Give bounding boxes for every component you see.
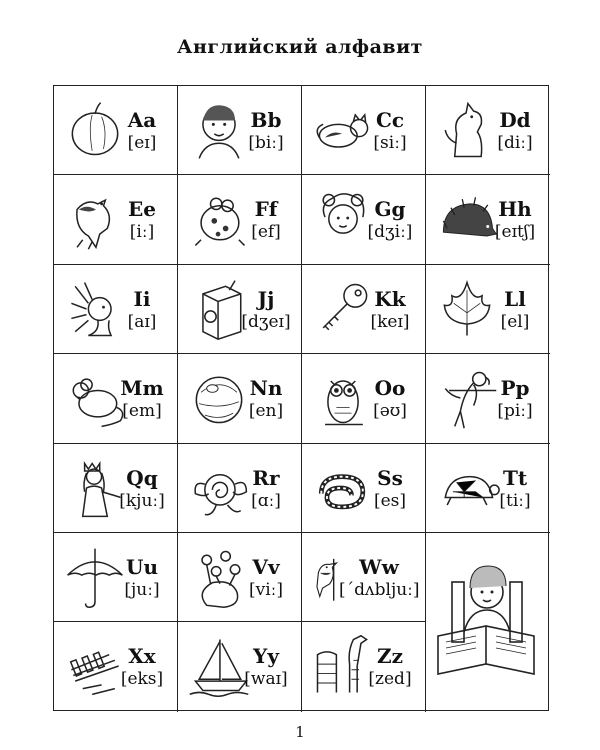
transcription-label: [viː]: [248, 580, 284, 600]
letter-label: Aa: [127, 108, 157, 132]
transcription-label: [ˊdʌbljuː]: [339, 580, 420, 600]
transcription-label: [tiː]: [499, 490, 531, 511]
letter-cell-b: [178, 86, 302, 175]
transcription-label: [kjuː]: [119, 490, 165, 511]
letter-label: Vv: [252, 555, 280, 579]
transcription-label: [biː]: [248, 133, 284, 153]
transcription-label: [el]: [500, 311, 530, 332]
transcription-label: [em]: [122, 401, 162, 422]
transcription-label: [zed]: [368, 669, 412, 690]
transcription-label: [ɑː]: [251, 490, 281, 511]
letter-label: Ii: [133, 286, 151, 311]
letter-label: Mm: [120, 376, 164, 401]
transcription-label: [ef]: [251, 222, 281, 243]
transcription-label: [iː]: [129, 222, 155, 243]
transcription-label: [keɪ]: [370, 311, 410, 332]
letter-cell-n: [178, 354, 302, 443]
alphabet-grid: [53, 85, 549, 711]
letter-label: Ss: [377, 465, 403, 490]
letter-cell-k: [302, 265, 426, 354]
letter-label: Jj: [257, 286, 275, 311]
letter-cell-a: [54, 86, 178, 175]
letter-label: Qq: [126, 465, 158, 490]
letter-cell-i: [54, 265, 178, 354]
transcription-label: [eɪtʃ]: [494, 222, 536, 243]
letter-label: Cc: [375, 108, 405, 132]
letter-label: Bb: [250, 108, 282, 132]
letter-cell-t: [426, 444, 550, 533]
letter-label: Pp: [500, 376, 530, 401]
letter-cell-s: [302, 444, 426, 533]
letter-cell-j: [178, 265, 302, 354]
letter-cell-x: [54, 622, 178, 711]
letter-label: Oo: [374, 376, 406, 401]
letter-label: Rr: [252, 465, 280, 490]
transcription-label: [dʒeɪ]: [241, 311, 291, 332]
letter-cell-c: [302, 86, 426, 175]
letter-cell-u: [54, 533, 178, 622]
transcription-label: [siː]: [373, 133, 407, 153]
letter-cell-r: [178, 444, 302, 533]
transcription-label: [en]: [248, 401, 284, 422]
letter-label: Zz: [377, 644, 403, 669]
letter-label: Ll: [504, 286, 526, 311]
transcription-label: [eɪ]: [127, 133, 157, 153]
transcription-label: [piː]: [497, 401, 533, 422]
transcription-label: [diː]: [497, 133, 533, 153]
letter-cell-d: [426, 86, 550, 175]
transcription-label: [waɪ]: [244, 669, 288, 690]
transcription-label: [aɪ]: [127, 311, 157, 332]
transcription-label: [juː]: [124, 580, 160, 600]
letter-label: Dd: [499, 108, 531, 132]
letter-label: Kk: [374, 286, 406, 311]
page-number: 1: [295, 723, 305, 741]
letter-cell-h: [426, 175, 550, 264]
transcription-label: [es]: [373, 490, 407, 511]
letter-cell-p: [426, 354, 550, 443]
letter-label: Gg: [374, 197, 406, 222]
letter-label: Ee: [128, 197, 156, 222]
letter-cell-w: [302, 533, 426, 622]
letter-cell-g: [302, 175, 426, 264]
letter-cell-y: [178, 622, 302, 711]
page-title: Английский алфавит: [177, 36, 423, 58]
letter-label: Yy: [253, 644, 279, 669]
letter-cell-e: [54, 175, 178, 264]
letter-label: Ww: [359, 555, 399, 579]
transcription-label: [əʊ]: [373, 401, 407, 422]
letter-cell-z: [302, 622, 426, 711]
letter-label: Uu: [126, 555, 158, 579]
letter-cell-q: [54, 444, 178, 533]
girl-reading-book-icon: [426, 533, 549, 712]
letter-label: Hh: [498, 197, 532, 222]
letter-label: Xx: [128, 644, 156, 669]
letter-label: Tt: [502, 465, 528, 490]
letter-cell-l: [426, 265, 550, 354]
transcription-label: [dʒiː]: [367, 222, 413, 243]
transcription-label: [eks]: [120, 669, 164, 690]
letter-cell-o: [302, 354, 426, 443]
letter-cell-f: [178, 175, 302, 264]
letter-label: Ff: [254, 197, 278, 222]
letter-label: Nn: [249, 376, 283, 401]
letter-cell-v: [178, 533, 302, 622]
letter-cell-m: [54, 354, 178, 443]
